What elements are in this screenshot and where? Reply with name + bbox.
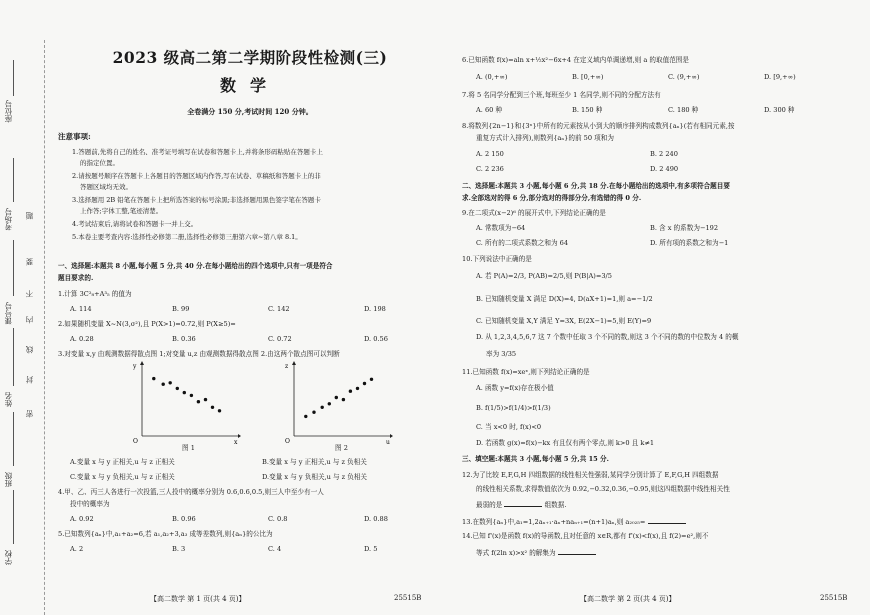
q10-stem: 10.下列说法中正确的是	[462, 255, 532, 263]
seal-mark: 要	[25, 258, 34, 266]
q2-option-a: A. 0.28	[70, 335, 94, 343]
notice-item: 2.请按题号顺序在答题卡上各题目的答题区域内作答,写在试卷、草稿纸和答题卡上的非	[72, 172, 321, 180]
footer-right-label: 【高二数学 第 2 页(共 4 页)】	[580, 595, 676, 603]
blank-line	[13, 158, 14, 202]
q6-option-a: A. (0,+∞)	[476, 73, 508, 81]
section2-heading: 二、选择题:本题共 3 小题,每小题 6 分,共 18 分.在每小题给出的选项中,有多项符合题目要	[462, 182, 730, 190]
q14-stem: 14.已知 f'(x)是函数 f(x)的导函数,且对任意的 x∈R,都有 f'(x)<f(x),且 f(2)=e²,则不	[462, 532, 709, 540]
q14-stem-cont	[476, 547, 596, 557]
section3-heading: 三、填空题:本题共 3 小题,每小题 5 分,共 15 分.	[462, 455, 609, 463]
q4-stem: 4.甲、乙、丙三人各进行一次投篮,三人投中的概率分别为 0.6,0.6,0.5,则三人中至少有一人	[58, 488, 324, 496]
notice-item: 1.答题前,先将自己的姓名、准考证号填写在试卷和答题卡上,并将条形码粘贴在答题卡上	[72, 148, 323, 156]
x-axis-arrow	[238, 434, 241, 438]
scatter-point	[335, 396, 338, 399]
scatter-point	[176, 387, 179, 390]
q13-text: 13.在数列{aₙ}中,a₁=1,2aₙ₊₁·aₙ+naₙ₊₁=(n+1)aₙ,则 a₂₀₂₅=	[462, 518, 646, 526]
q7-option-d: D. 300 种	[764, 106, 795, 114]
q11-option-b: B. f(1/5)>f(1/4)>f(1/3)	[476, 404, 551, 412]
q4-option-a: A. 0.92	[70, 515, 94, 523]
q8-option-b: B. 2 240	[650, 150, 678, 158]
fig2-caption: 图 2	[335, 444, 348, 452]
scatter-point	[162, 383, 165, 386]
q11-option-a: A. 函数 y=f(x)存在极小值	[476, 384, 554, 392]
page-title: 2023 级高二第二学期阶段性检测(三)	[112, 48, 388, 67]
footer-right-code: 25515B	[820, 594, 848, 602]
scatter-point	[304, 415, 307, 418]
seal-mark: 不	[25, 290, 34, 298]
q2-stem: 2.如果随机变量 X~N(3,σ²),且 P(X>1)=0.72,则 P(X≥5)=	[58, 320, 236, 328]
seal-mark: 密	[25, 410, 34, 418]
scatter-point	[328, 402, 331, 405]
class-label: 班级	[4, 472, 13, 487]
q6-stem: 6.已知函数 f(x)=aln x+½x²−6x+4 在定义域内单调递增,则 a 的取值范围是	[462, 56, 689, 64]
scatter-point	[197, 400, 200, 403]
seat-no-label: 座位号	[4, 100, 13, 123]
binding-strip	[0, 40, 45, 615]
name-label: 姓名	[4, 392, 13, 407]
scatter-point	[349, 390, 352, 393]
answer-blank[interactable]	[504, 499, 542, 507]
q9-option-b: B. 含 x 的系数为−192	[650, 224, 719, 232]
q12-stem: 12.为了比较 E,F,G,H 四组数据的线性相关性强弱,某同学分别计算了 E,F,G,H 四组数据	[462, 471, 719, 479]
section1-heading: 一、选择题:本题共 8 小题,每小题 5 分,共 40 分.在每小题给出的四个选项中,只有一项是符合	[58, 262, 333, 270]
footer-left-code: 25515B	[394, 594, 422, 602]
y-axis-label: y	[133, 363, 137, 370]
q8-stem: 8.将数列{2n−1}和{3ⁿ}中所有的元素按从小到大的顺序排列构成数列{aₙ}(若有相同元素,按	[462, 122, 735, 130]
q11-stem: 11.已知函数 f(x)=xeˣ,则下列结论正确的是	[462, 368, 590, 376]
q10-option-d-cont: 率为 3/35	[486, 350, 517, 358]
q10-option-a: A. 若 P(A)=2/3, P(AB)=2/5,则 P(B|A)=3/5	[476, 272, 612, 280]
notice-item: 5.本卷主要考查内容:选择性必修第二册,选择性必修第三册第六章~第八章 8.1。	[72, 233, 302, 241]
scatter-points	[304, 378, 373, 419]
q9-stem: 9.在二项式(x−2)⁶ 的展开式中,下列结论正确的是	[462, 209, 606, 217]
scatter-point	[321, 406, 324, 409]
q4-option-c: C. 0.8	[268, 515, 288, 523]
scatter-figure-2	[282, 360, 394, 444]
notice-item: 的指定位置。	[80, 159, 119, 167]
scatter-point	[370, 378, 373, 381]
q8-stem-cont: 重复方式计入排列),则数列{aₙ}的前 50 项和为	[476, 134, 614, 142]
blank-line	[13, 328, 14, 386]
scatter-point	[152, 377, 155, 380]
scatter-figure-1	[130, 360, 242, 444]
scatter-point	[169, 381, 172, 384]
q5-option-c: C. 4	[268, 545, 282, 553]
blank-line	[13, 240, 14, 296]
scatter-point	[356, 387, 359, 390]
q5-option-d: D. 5	[364, 545, 378, 553]
y-axis-arrow	[140, 361, 144, 365]
q4-stem-cont: 投中的概率为	[70, 500, 110, 508]
notice-item: 3.选择题用 2B 铅笔在答题卡上把所选答案的标号涂黑;非选择题用黑色签字笔在答题卡	[72, 196, 321, 204]
q10-option-d: D. 从 1,2,3,4,5,6,7 这 7 个数中任取 3 个不同的数,则这 3 个不同的数的中位数为 4 的概	[476, 333, 739, 341]
section2-heading-cont: 求.全部选对的得 6 分,部分选对的得部分分,有选错的得 0 分.	[462, 194, 642, 202]
q6-option-d: D. [9,+∞)	[764, 73, 796, 81]
q3-option-d: D.变量 x 与 y 负相关,u 与 z 负相关	[262, 473, 368, 481]
scatter-point	[183, 391, 186, 394]
seal-mark: 题	[25, 212, 34, 220]
q9-option-c: C. 所有的二项式系数之和为 64	[476, 239, 569, 247]
scatter-point	[218, 409, 221, 412]
notice-heading: 注意事项:	[58, 132, 91, 141]
q3-option-b: B.变量 x 与 y 正相关,u 与 z 负相关	[262, 458, 367, 466]
q4-option-b: B. 0.96	[172, 515, 196, 523]
subject-title: 数学	[219, 76, 280, 95]
scatter-point	[363, 382, 366, 385]
scatter-point	[204, 398, 207, 401]
exam-meta: 全卷满分 150 分,考试时间 120 分钟。	[187, 107, 313, 116]
answer-blank[interactable]	[558, 547, 596, 555]
q3-option-c: C.变量 x 与 y 负相关,u 与 z 正相关	[70, 473, 175, 481]
q1-option-b: B. 99	[172, 305, 190, 313]
q6-option-b: B. [0,+∞)	[572, 73, 604, 81]
q6-option-c: C. (9,+∞)	[668, 73, 700, 81]
y-axis-label: z	[285, 363, 289, 370]
q12-stem-prefix: 最弱的是	[476, 501, 503, 509]
scatter-points	[152, 377, 221, 413]
section1-heading-cont: 题目要求的.	[58, 274, 94, 282]
q9-option-a: A. 常数项为−64	[476, 224, 526, 232]
q4-option-d: D. 0.88	[364, 515, 388, 523]
seal-mark: 封	[25, 376, 34, 384]
x-axis-label: x	[234, 439, 238, 444]
q7-option-c: C. 180 种	[668, 106, 699, 114]
x-axis-label: u	[386, 439, 390, 444]
scatter-point	[190, 394, 193, 397]
fig1-caption: 图 1	[182, 444, 195, 452]
q1-option-d: D. 198	[364, 305, 386, 313]
blank-line	[13, 490, 14, 544]
q11-option-c: C. 当 x<0 时, f(x)<0	[476, 423, 542, 431]
q10-option-b: B. 已知随机变量 X 满足 D(X)=4, D(aX+1)=1,则 a=−1/2	[476, 295, 653, 303]
notice-item: 答题区域均无效。	[80, 183, 132, 191]
scatter-point	[342, 398, 345, 401]
q12-stem-end	[476, 499, 566, 509]
scatter-point	[312, 411, 315, 414]
notice-item: 上作答;字体工整,笔迹清楚。	[80, 207, 163, 215]
seal-mark: 线	[25, 346, 34, 354]
q2-option-d: D. 0.56	[364, 335, 388, 343]
q2-option-b: B. 0.36	[172, 335, 196, 343]
q5-option-b: B. 3	[172, 545, 186, 553]
q10-option-c: C. 已知随机变量 X,Y 满足 Y=3X, E(2X−1)=5,则 E(Y)=9	[476, 317, 652, 325]
q5-option-a: A. 2	[70, 545, 84, 553]
q7-stem: 7.将 5 名同学分配到三个班,每班至少 1 名同学,则不同的分配方法有	[462, 91, 661, 99]
q1-option-c: C. 142	[268, 305, 290, 313]
seal-mark: 内	[25, 316, 34, 324]
q12-stem-cont: 的线性相关系数,求得数值依次为 0.92,−0.32,0.36,−0.95,则这四组数据中线性相关性	[476, 485, 730, 493]
x-axis-arrow	[390, 434, 393, 438]
school-label: 学校	[4, 550, 13, 565]
blank-line	[13, 412, 14, 466]
exam-no-label: 考场号	[4, 208, 13, 231]
blank-line	[13, 60, 14, 96]
q7-option-b: B. 150 种	[572, 106, 603, 114]
class-no-label: 课号号	[4, 302, 13, 325]
q2-option-c: C. 0.72	[268, 335, 292, 343]
q12-stem-suffix: 组数据.	[544, 501, 567, 509]
q5-stem: 5.已知数列{aₙ}中,a₁+a₂=6,若 a₁,a₂+3,a₃ 成等差数列,则{aₙ}的公比为	[58, 530, 273, 538]
q14-text: 等式 f(2ln x)>x² 的解集为	[476, 549, 556, 557]
footer-left-label: 【高二数学 第 1 页(共 4 页)】	[150, 595, 246, 603]
q3-stem: 3.对变量 x,y 由观测数据得散点图 1;对变量 u,z 由观测数据得散点图 2.由这两个散点图可以判断	[58, 350, 340, 358]
answer-blank[interactable]	[648, 516, 686, 524]
q3-option-a: A.变量 x 与 y 正相关,u 与 z 正相关	[70, 458, 175, 466]
q9-option-d: D. 所有项的系数之和为−1	[650, 239, 729, 247]
q11-option-d: D. 若函数 g(x)=f(x)−kx 有且仅有两个零点,则 k>0 且 k≠1	[476, 439, 655, 447]
q1-option-a: A. 114	[70, 305, 92, 313]
q8-option-d: D. 2 490	[650, 165, 679, 173]
q8-option-a: A. 2 150	[476, 150, 504, 158]
q8-option-c: C. 2 236	[476, 165, 504, 173]
q7-option-a: A. 60 种	[476, 106, 503, 114]
y-axis-arrow	[292, 361, 296, 365]
q13-stem	[462, 516, 686, 526]
scatter-point	[211, 406, 214, 409]
notice-item: 4.考试结束后,请将试卷和答题卡一并上交。	[72, 220, 198, 228]
origin-label: O	[285, 438, 290, 444]
origin-label: O	[133, 438, 138, 444]
q1-stem: 1.计算 3C²₈+A³₅ 的值为	[58, 290, 132, 298]
